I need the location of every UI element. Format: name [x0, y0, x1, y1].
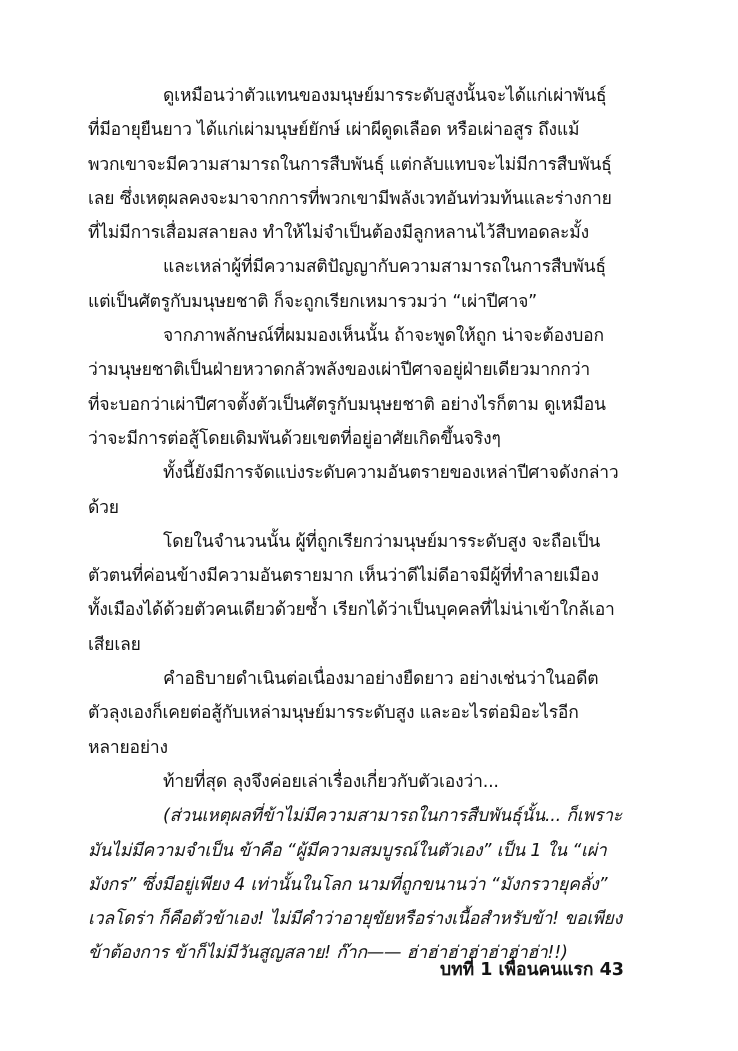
- page-footer: บทที่ 1 เพื่อนคนแรก 43: [440, 960, 624, 980]
- paragraph-line: ที่ไม่มีการเสื่อมสลายลง ทำให้ไม่จำเป็นต้องมีลูกหลานไว้สืบทอดละมั้ง: [88, 223, 589, 244]
- italic-paragraph-line: เวลโดร่า ก็คือตัวข้าเอง! ไม่มีคำว่าอายุขัยหรือร่างเนื้อสำหรับข้า! ขอเพียง: [88, 909, 622, 930]
- italic-paragraph-line: ข้าต้องการ ข้าก็ไม่มีวันสูญสลาย! ก๊าก—— ฮ่าฮ่าฮ่าฮ่าฮ่าฮ่าฮ่า!!): [88, 943, 568, 964]
- paragraph-line: และเหล่าผู้ที่มีความสติปัญญากับความสามารถในการสืบพันธุ์: [163, 257, 606, 278]
- paragraph-line: ตัวตนที่ค่อนข้างมีความอันตรายมาก เห็นว่าดีไม่ดีอาจมีผู้ที่ทำลายเมือง: [88, 566, 599, 587]
- paragraph-line: ทั้งนี้ยังมีการจัดแบ่งระดับความอันตรายของเหล่าปีศาจดังกล่าว: [163, 463, 619, 484]
- italic-paragraph-line: มังกร” ซึ่งมีอยู่เพียง 4 เท่านั้นในโลก นามที่ถูกขนานว่า “มังกรวายุคลั่ง”: [88, 874, 608, 895]
- paragraph-line: ด้วย: [88, 497, 119, 518]
- paragraph-line: ทั้งเมืองได้ด้วยตัวคนเดียวด้วยซ้ำ เรียกได้ว่าเป็นบุคคลที่ไม่น่าเข้าใกล้เอา: [88, 600, 615, 621]
- paragraph-line: ว่ามนุษยชาติเป็นฝ่ายหวาดกลัวพลังของเผ่าปีศาจอยู่ฝ่ายเดียวมากกว่า: [88, 360, 591, 381]
- paragraph-line: ที่มีอายุยืนยาว ได้แก่เผ่ามนุษย์ยักษ์ เผ่าผีดูดเลือด หรือเผ่าอสูร ถึงแม้: [88, 120, 580, 141]
- paragraph-line: คำอธิบายดำเนินต่อเนื่องมาอย่างยืดยาว อย่างเช่นว่าในอดีต: [163, 669, 599, 690]
- paragraph-line: จากภาพลักษณ์ที่ผมมองเห็นนั้น ถ้าจะพูดให้ถูก น่าจะต้องบอก: [163, 326, 604, 347]
- paragraph-line: ว่าจะมีการต่อสู้โดยเดิมพันด้วยเขตที่อยู่อาศัยเกิดขึ้นจริงๆ: [88, 428, 501, 449]
- paragraph-line: เสียเลย: [88, 634, 141, 655]
- paragraph-line: พวกเขาจะมีความสามารถในการสืบพันธุ์ แต่กลับแทบจะไม่มีการสืบพันธุ์: [88, 154, 612, 175]
- paragraph-line: ตัวลุงเองก็เคยต่อสู้กับเหล่ามนุษย์มารระดับสูง และอะไรต่อมิอะไรอีก: [88, 703, 579, 724]
- paragraph-line: โดยในจำนวนนั้น ผู้ที่ถูกเรียกว่ามนุษย์มารระดับสูง จะถือเป็น: [163, 531, 601, 552]
- italic-paragraph-line: มันไม่มีความจำเป็น ข้าคือ “ผู้มีความสมบูรณ์ในตัวเอง” เป็น 1 ใน “เผ่า: [88, 840, 607, 861]
- paragraph-line: ที่จะบอกว่าเผ่าปีศาจตั้งตัวเป็นศัตรูกับมนุษยชาติ อย่างไรก็ตาม ดูเหมือน: [88, 394, 606, 415]
- body-text: [88, 79, 653, 971]
- paragraph-line: หลายอย่าง: [88, 737, 168, 758]
- paragraph-line: ดูเหมือนว่าตัวแทนของมนุษย์มารระดับสูงนั้นจะได้แก่เผ่าพันธุ์: [163, 86, 607, 106]
- paragraph-line: แต่เป็นศัตรูกับมนุษยชาติ ก็จะถูกเรียกเหมารวมว่า “เผ่าปีศาจ”: [88, 291, 538, 312]
- paragraph-line: เลย ซึ่งเหตุผลคงจะมาจากการที่พวกเขามีพลังเวทอันท่วมท้นและร่างกาย: [88, 188, 612, 209]
- italic-paragraph-line: (ส่วนเหตุผลที่ข้าไม่มีความสามารถในการสืบพันธุ์นั้น... ก็เพราะ: [163, 806, 622, 827]
- paragraph-line: ท้ายที่สุด ลุงจึงค่อยเล่าเรื่องเกี่ยวกับตัวเองว่า...: [163, 771, 499, 792]
